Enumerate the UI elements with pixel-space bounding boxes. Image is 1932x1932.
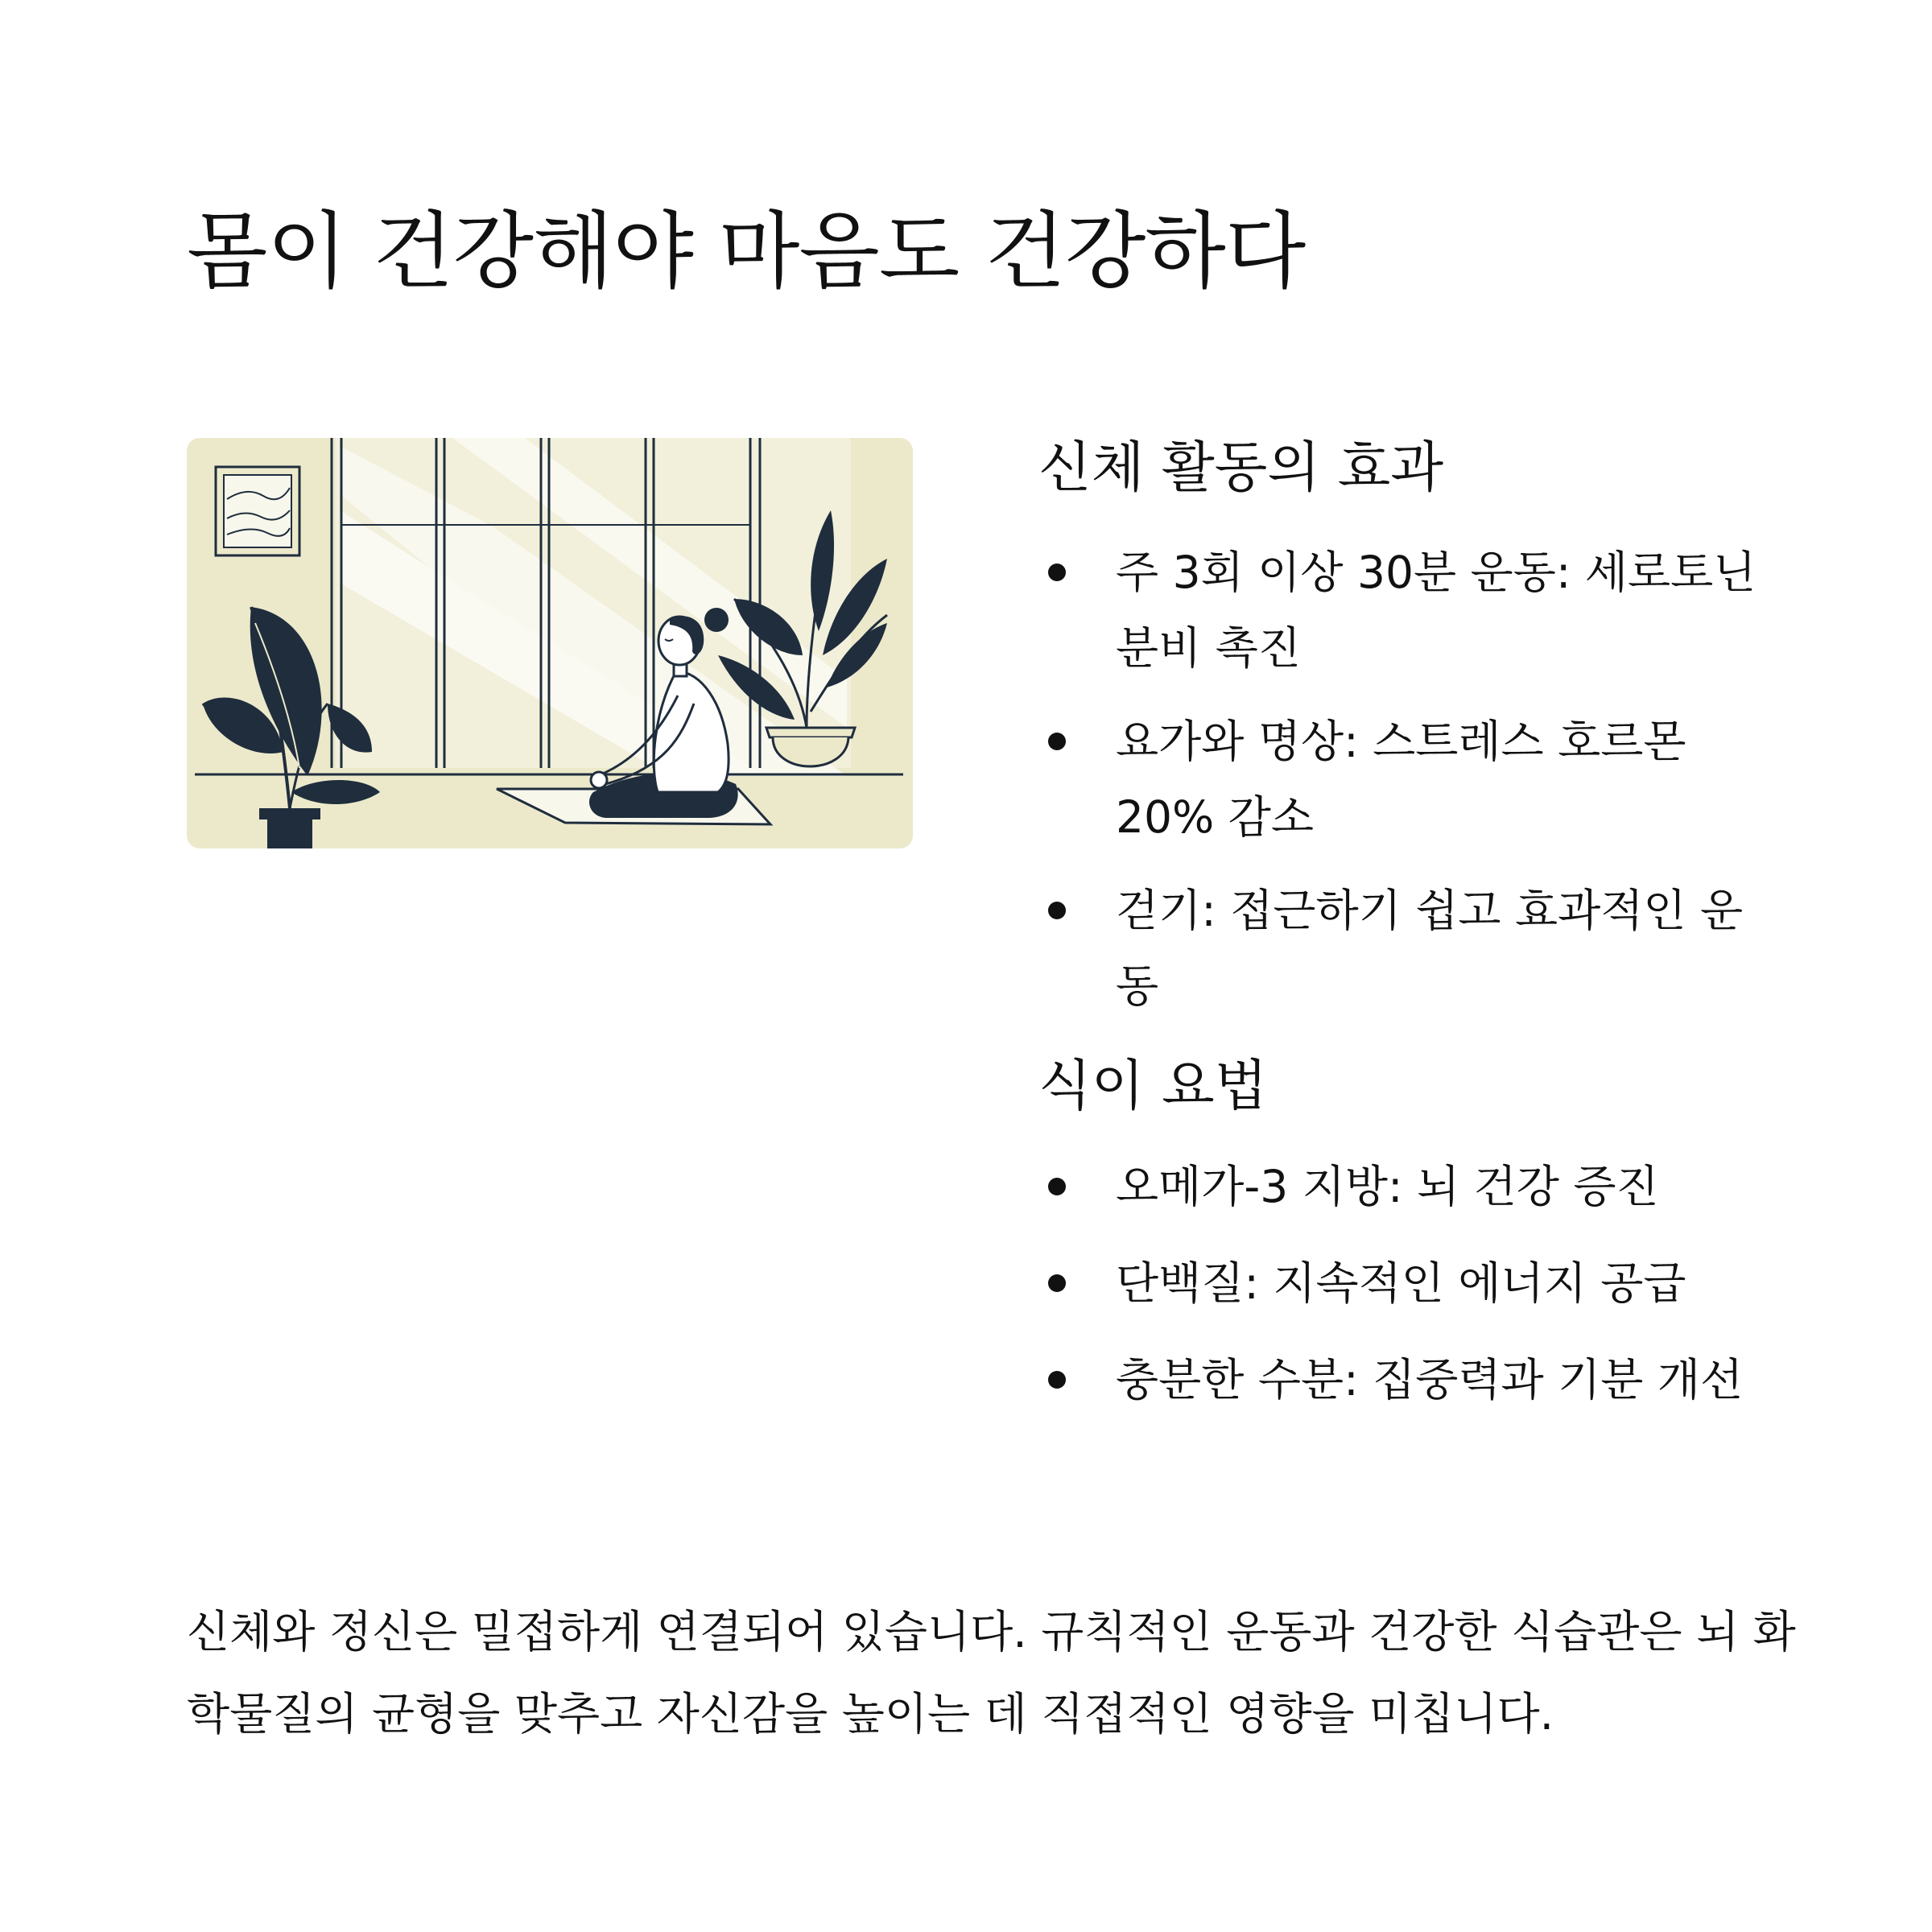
summary-paragraph: 신체와 정신은 밀접하게 연결되어 있습니다. 규칙적인 운동과 건강한 식습관은 뇌 화학물질의 균형을 맞추고 자신감을 높이는 데 직접적인 영향을 미칩니다. <box>187 1606 1796 1740</box>
list-item <box>1038 873 1779 1024</box>
list-item-text: 단백질: 지속적인 에너지 공급 <box>1116 1257 1686 1309</box>
meditation-illustration <box>187 438 913 848</box>
diet-section <box>1038 1051 1779 1417</box>
section-heading: 신체 활동의 효과 <box>1038 436 1444 500</box>
wall-picture <box>216 467 299 555</box>
list-item-text: 주 3회 이상 30분 운동: 세로토닌 분비 촉진 <box>1116 547 1757 675</box>
list-item <box>1038 535 1779 686</box>
list-item <box>1038 1342 1779 1418</box>
list-item-text: 오메가-3 지방: 뇌 건강 증진 <box>1116 1160 1659 1212</box>
list-item <box>1038 1149 1779 1224</box>
list-item-text: 요가와 명상: 스트레스 호르몬 20% 감소 <box>1116 716 1686 844</box>
right-column <box>1038 433 1779 1439</box>
physical-activity-section <box>1038 433 1779 1024</box>
bullet-icon <box>1048 733 1066 750</box>
list-item <box>1038 704 1779 855</box>
diet-list <box>1038 1149 1779 1418</box>
section-heading: 식이 요법 <box>1038 1055 1268 1119</box>
bullet-icon <box>1048 902 1066 919</box>
bullet-icon <box>1048 564 1066 581</box>
bullet-icon <box>1048 1274 1066 1292</box>
bullet-icon <box>1048 1178 1066 1195</box>
physical-activity-list <box>1038 535 1779 1024</box>
page-title: 몸이 건강해야 마음도 건강하다 <box>187 202 1306 300</box>
bullet-icon <box>1048 1371 1066 1389</box>
list-item <box>1038 1245 1779 1321</box>
list-item-text: 충분한 수분: 집중력과 기분 개선 <box>1116 1353 1744 1406</box>
list-item-text: 걷기: 접근하기 쉽고 효과적인 운동 <box>1116 885 1744 1013</box>
